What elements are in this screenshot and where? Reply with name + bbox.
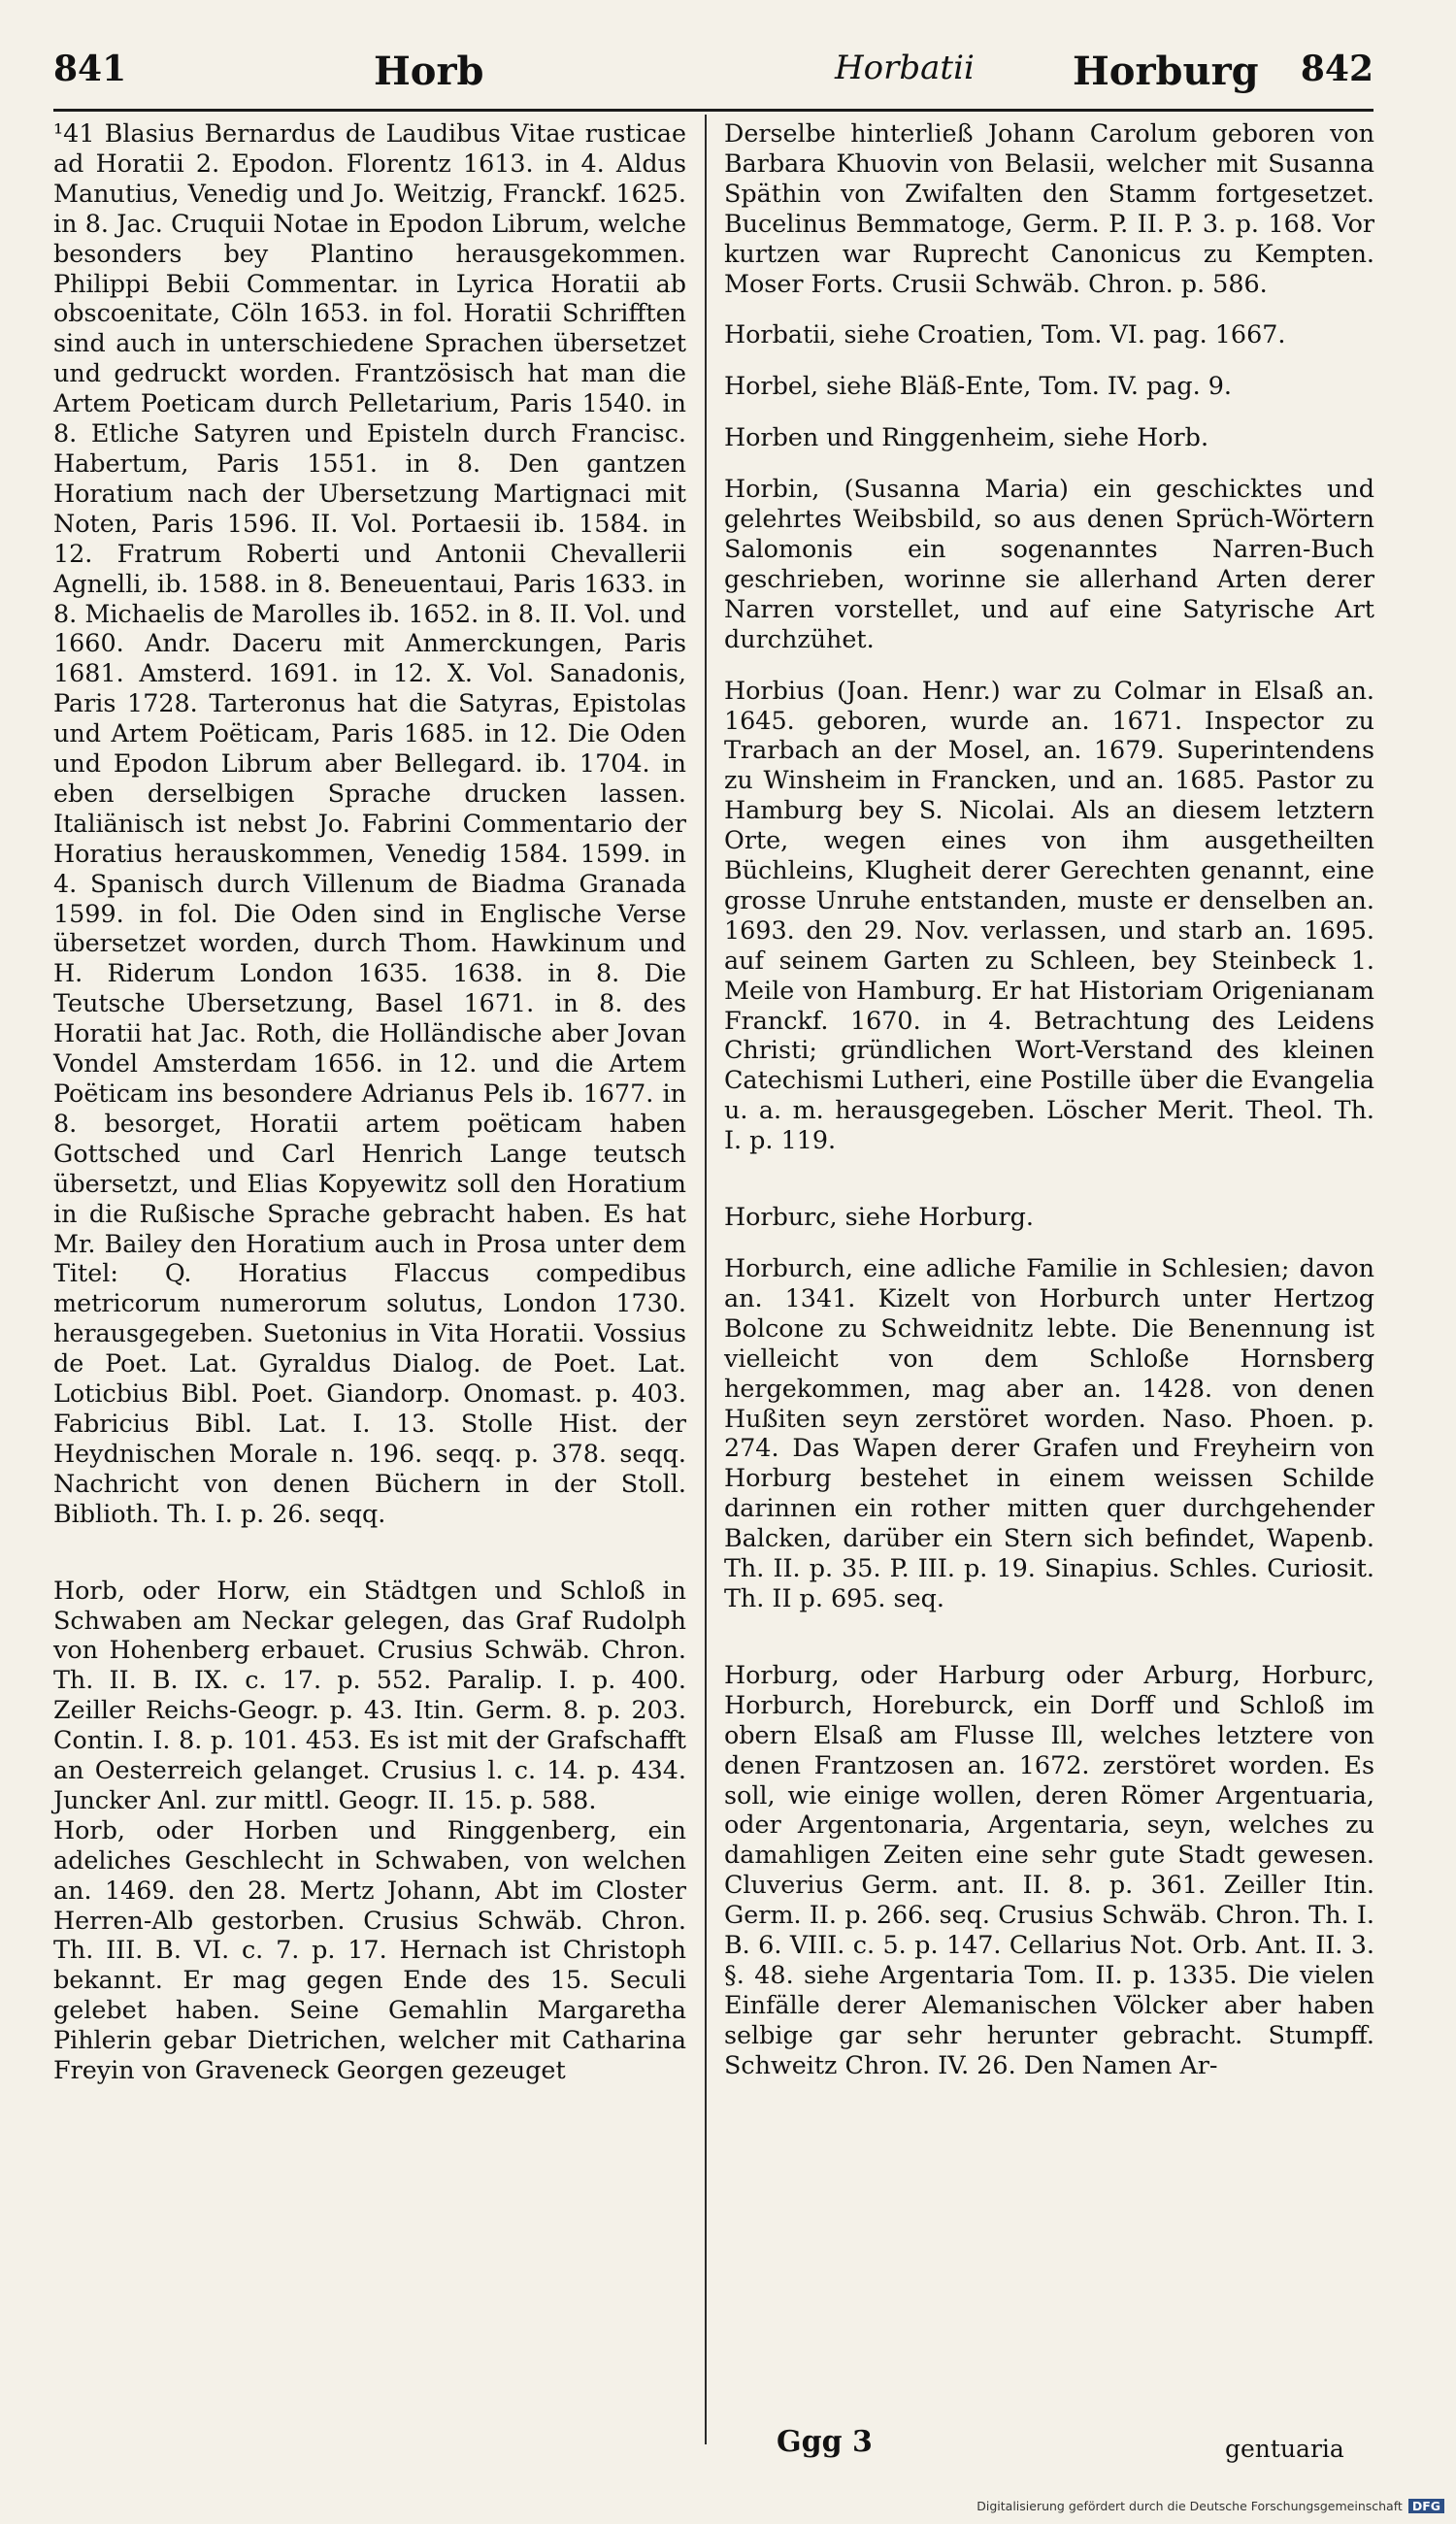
page-number-left: 841 [53, 49, 127, 89]
entry-horben: Horben und Ringgenheim, siehe Horb. [724, 422, 1209, 452]
entry-horbin: Horbin, (Susanna Maria) ein geschicktes und gelehrtes Weibsbild, so aus denen Sprüch-Wörtern Salomonis ein sogenanntes Narren-Buch geschrieben, worinne sie allerhand Arten derer Narren vorstellet, und auf eine Satyrische Art durchzühet. [724, 474, 1374, 653]
entry-horburch: Horburch, eine adliche Familie in Schlesien; davon an. 1341. Kizelt von Horburch unter Hertzog Bolcone zu Schweidnitz lebte. Die Benennung ist vielleicht von dem Schloße Hornsberg hergekommen, mag aber an. 1428. von denen Hußiten seyn zerstöret worden. Naso. Phoen. p. 274. Das Wapen derer Grafen und Freyheirn von Horburg bestehet in einem weissen Schilde darinnen ein rother mitten quer durchgehender Balcken, darüber ein Stern sich befindet, Wapenb. Th. II. p. 35. P. III. p. 19. Sinapius. Schles. Curiosit. Th. II p. 695. seq. [724, 1253, 1374, 1612]
page-number-right: 842 [1300, 49, 1373, 89]
entry-horb-family-continued: Derselbe hinterließ Johann Carolum geboren von Barbara Khuovin von Belasii, welcher mit Susanna Späthin von Zwifalten den Stamm fortgesetzet. Bucelinus Bemmatoge, Germ. P. II. P. 3. p. 168. Vor kurtzen war Ruprecht Canonicus zu Kempten. Moser Forts. Crusii Schwäb. Chron. p. 586. [724, 118, 1374, 298]
page-header [53, 39, 1373, 107]
entry-horbius: Horbius (Joan. Henr.) war zu Colmar in Elsaß an. 1645. geboren, wurde an. 1671. Inspector zu Trarbach an der Mosel, an. 1679. Superintendens zu Winsheim in Francken, und an. 1685. Pastor zu Hamburg bey S. Nicolai. Als an diesem letztern Orte, wegen eines von ihm ausgetheilten Büchleins, Klugheit derer Gerechten genannt, eine grosse Unruhe entstanden, muste er denselben an. 1693. den 29. Nov. verlassen, und starb an. 1695. auf seinem Garten zu Schleen, bey Steinbeck 1. Meile von Hamburg. Er hat Historiam Origenianam Franckf. 1670. in 4. Betrachtung des Leidens Christi; gründlichen Wort-Verstand des kleinen Catechismi Lutheri, eine Postille über die Evangelia u. a. m. herausgegeben. Löscher Merit. Theol. Th. I. p. 119. [724, 675, 1374, 1155]
digitization-credit [976, 2499, 1444, 2513]
entry-horburc: Horburc, siehe Horburg. [724, 1202, 1034, 1232]
entry-horatius-continued: ¹41 Blasius Bernardus de Laudibus Vitae rusticae ad Horatii 2. Epodon. Florentz 1613. in 4. Aldus Manutius, Venedig und Jo. Weitzig, Franckf. 1625. in 8. Jac. Cruquii Notae in Epodon Librum, welche besonders bey Plantino herausgekommen. Philippi Bebii Commentar. in Lyrica Horatii ab obscoenitate, Cöln 1653. in fol. Horatii Schrifften sind auch in unterschiedene Sprachen übersetzet und gedruckt worden. Frantzösisch hat man die Artem Poeticam durch Pelletarium, Paris 1540. in 8. Etliche Satyren und Episteln durch Francisc. Habertum, Paris 1551. in 8. Den gantzen Horatium nach der Ubersetzung Martignaci mit Noten, Paris 1596. II. Vol. Portaesii ib. 1584. in 12. Fratrum Roberti und Antonii Chevallerii Agnelli, ib. 1588. in 8. Beneuentaui, Paris 1633. in 8. Michaelis de Marolles ib. 1652. in 8. II. Vol. und 1660. Andr. Daceru mit Anmerckungen, Paris 1681. Amsterd. 1691. in 12. X. Vol. Sanadonis, Paris 1728. Tarteronus hat die Satyras, Epistolas und Artem Poëticam, Paris 1685. in 12. Die Oden und Epodon Librum aber Bellegard. ib. 1704. in eben derselbigen Sprache drucken lassen. Italiänisch ist nebst Jo. Fabrini Commentario der Horatius herauskommen, Venedig 1584. 1599. in 4. Spanisch durch Villenum de Biadma Granada 1599. in fol. Die Oden sind in Englische Verse übersetzet worden, durch Thom. Hawkinum und H. Riderum London 1635. 1638. in 8. Die Teutsche Ubersetzung, Basel 1671. in 8. des Horatii hat Jac. Roth, die Holländische aber Jovan Vondel Amsterdam 1656. in 12. und die Artem Poëticam ins besondere Adrianus Pels ib. 1677. in 8. besorget, Horatii artem poëticam haben Gottsched und Carl Henrich Lange teutsch übersetzt, und Elias Kopyewitz soll den Horatium in die Rußische Sprache gebracht haben. Es hat Mr. Bailey den Horatium auch in Prosa unter dem Titel: Q. Horatius Flaccus compedibus metricorum numerorum solutus, London 1730. herausgegeben. Suetonius in Vita Horatii. Vossius de Poet. Lat. Gyraldus Dialog. de Poet. Lat. Loticbius Bibl. Poet. Giandorp. Onomast. p. 403. Fabricius Bibl. Lat. I. 13. Stolle Hist. der Heydnischen Morale n. 196. seqq. p. 378. seqq. Nachricht von denen Büchern in der Stoll. Biblioth. Th. I. p. 26. seqq. [53, 118, 686, 1528]
column-divider [705, 115, 707, 2444]
running-head-right: Horburg [1073, 49, 1259, 94]
signature-mark: Ggg 3 [777, 2425, 873, 2459]
entry-horburg: Horburg, oder Harburg oder Arburg, Horburc, Horburch, Horeburck, ein Dorff und Schloß im obern Elsaß am Flusse Ill, welches letztere von denen Frantzosen an. 1672. zerstöret worden. Es soll, wie einige wollen, deren Römer Argentuaria, oder Argentonaria, Argentaria, seyn, welches zu damahligen Zeiten eine sehr gute Stadt gewesen. Cluverius Germ. ant. II. 8. p. 361. Zeiller Itin. Germ. II. p. 266. seq. Crusius Schwäb. Chron. Th. I. B. 6. VIII. c. 5. p. 147. Cellarius Not. Orb. Ant. II. 3. §. 48. siehe Argentaria Tom. II. p. 1335. Die vielen Einfälle derer Alemanischen Völcker aber haben selbige gar sehr herunter gebracht. Stumpff. Schweitz Chron. IV. 26. Den Namen Ar- [724, 1659, 1374, 2079]
running-head-middle: Horbatii [835, 49, 975, 87]
dfg-logo: DFG [1408, 2499, 1444, 2513]
entry-horb-family: Horb, oder Horben und Ringgenberg, ein adeliches Geschlecht in Schwaben, von welchen an. 1469. den 28. Mertz Johann, Abt im Closter Herren-Alb gestorben. Crusius Schwäb. Chron. Th. III. B. VI. c. 7. p. 17. Hernach ist Christoph bekannt. Er mag gegen Ende des 15. Seculi gelebet haben. Seine Gemahlin Margaretha Pihlerin gebar Dietrichen, welcher mit Catharina Freyin von Graveneck Georgen gezeuget [53, 1814, 686, 2085]
header-rule [53, 109, 1373, 112]
catchword: gentuaria [1225, 2435, 1344, 2463]
entry-horb-town: Horb, oder Horw, ein Städtgen und Schloß in Schwaben am Neckar gelegen, das Graf Rudolph von Hohenberg erbauet. Crusius Schwäb. Chron. Th. II. B. IX. c. 17. p. 552. Paralip. I. p. 400. Zeiller Reichs-Geogr. p. 43. Itin. Germ. 8. p. 203. Contin. I. 8. p. 101. 453. Es ist mit der Grafschafft an Oesterreich gelanget. Crusius l. c. 14. p. 434. Juncker Anl. zur mittl. Geogr. II. 15. p. 588. [53, 1575, 686, 1814]
entry-horbatii: Horbatii, siehe Croatien, Tom. VI. pag. 1667. [724, 319, 1286, 349]
credit-text: Digitalisierung gefördert durch die Deutsche Forschungsgemeinschaft [976, 2499, 1403, 2513]
left-column [53, 118, 686, 2085]
right-column [724, 118, 1374, 2080]
running-head-left: Horb [374, 49, 484, 94]
entry-horbel: Horbel, siehe Bläß-Ente, Tom. IV. pag. 9. [724, 371, 1232, 401]
